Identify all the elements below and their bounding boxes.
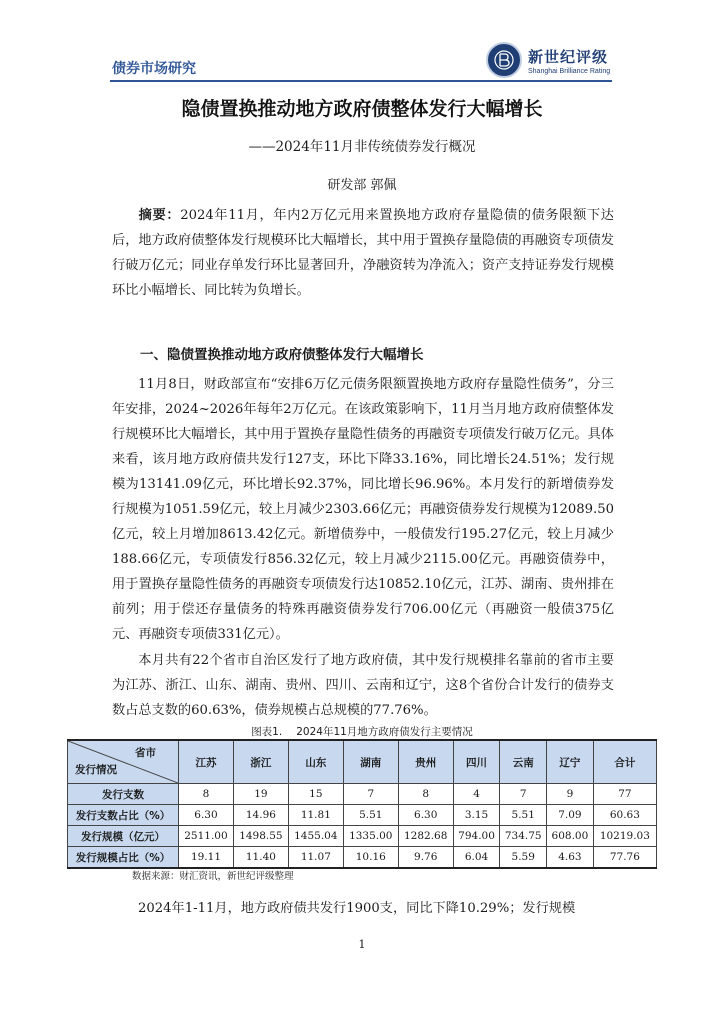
table-cell: 6.30: [179, 805, 234, 826]
page-title: 隐债置换推动地方政府债整体发行大幅增长: [181, 98, 543, 120]
table-cell: 19.11: [179, 847, 234, 869]
column-header: 四川: [453, 740, 500, 784]
table-cell: 6.04: [453, 847, 500, 869]
logo-english-name: Shanghai Brilliance Rating: [528, 67, 611, 75]
column-header: 云南: [500, 740, 547, 784]
table-row: [68, 826, 657, 847]
abstract: [112, 203, 614, 303]
table-caption: [0, 724, 724, 739]
body-paragraph-3: [112, 896, 614, 921]
table-cell: 10.16: [343, 847, 398, 869]
table-cell: 794.00: [453, 826, 500, 847]
column-header: 浙江: [233, 740, 288, 784]
table-cell: 6.30: [398, 805, 453, 826]
table-cell: 60.63: [593, 805, 656, 826]
table-cell: 11.40: [233, 847, 288, 869]
section-heading: 一、隐债置换推动地方政府债整体发行大幅增长: [140, 347, 424, 363]
table-cell: 1335.00: [343, 826, 398, 847]
table-cell: 734.75: [500, 826, 547, 847]
table-cell: 5.51: [500, 805, 547, 826]
table-cell: 5.59: [500, 847, 547, 869]
logo-chinese-name: 新世纪评级: [528, 47, 609, 66]
table-corner-cell: [68, 740, 179, 784]
caption-title: 2024年11月地方政府债发行主要情况: [296, 726, 473, 738]
table-cell: 1498.55: [233, 826, 288, 847]
table-header-row: [68, 740, 657, 784]
table-source-note: 数据来源：财汇资讯，新世纪评级整理: [132, 871, 294, 882]
table-cell: 7: [500, 784, 547, 805]
table-cell: 14.96: [233, 805, 288, 826]
column-header: 合计: [593, 740, 656, 784]
table-row: [68, 805, 657, 826]
table-cell: 9: [547, 784, 594, 805]
corner-issuance-label: 发行情况: [75, 764, 117, 776]
table-cell: 608.00: [547, 826, 594, 847]
table-cell: 2511.00: [179, 826, 234, 847]
column-header: 山东: [288, 740, 343, 784]
corner-province-label: 省市: [135, 747, 156, 759]
column-header: 湖南: [343, 740, 398, 784]
column-header: 辽宁: [547, 740, 594, 784]
table-cell: 4.63: [547, 847, 594, 869]
author-line: 研发部 郭佩: [327, 178, 397, 193]
header-section-title: 债券市场研究: [112, 61, 196, 77]
row-label: 发行规模占比（%）: [68, 847, 179, 869]
company-logo: [486, 42, 610, 78]
table-cell: 7.09: [547, 805, 594, 826]
table-cell: 10219.03: [593, 826, 656, 847]
table-cell: 4: [453, 784, 500, 805]
table-cell: 9.76: [398, 847, 453, 869]
brilliance-logo-icon: [486, 42, 522, 78]
issuance-table: [67, 739, 657, 869]
table-row: [68, 784, 657, 805]
table-cell: 5.51: [343, 805, 398, 826]
table-row: [68, 847, 657, 869]
table-cell: 3.15: [453, 805, 500, 826]
page-subtitle: ——2024年11月非传统债券发行概况: [248, 139, 476, 155]
row-label: 发行支数: [68, 784, 179, 805]
table-cell: 1282.68: [398, 826, 453, 847]
row-label: 发行规模（亿元）: [68, 826, 179, 847]
table-cell: 77: [593, 784, 656, 805]
table-cell: 77.76: [593, 847, 656, 869]
paragraph-2-text: 本月共有22个省市自治区发行了地方政府债，其中发行规模排名靠前的省市主要为江苏、浙江、山东、湖南、贵州、四川、云南和辽宁，这8个省份合计发行的债券支数占总支数的60.63%，债券规模占总规模的77.76%。: [112, 653, 614, 718]
table-cell: 7: [343, 784, 398, 805]
abstract-label: 摘要：: [138, 208, 181, 223]
table-cell: 11.81: [288, 805, 343, 826]
page-number: 1: [358, 938, 366, 951]
table-cell: 19: [233, 784, 288, 805]
column-header: 江苏: [179, 740, 234, 784]
table-cell: 1455.04: [288, 826, 343, 847]
table-cell: 8: [179, 784, 234, 805]
body-paragraph-1: [112, 372, 614, 647]
header-divider: [110, 80, 612, 82]
caption-label: 图表1.: [251, 726, 283, 738]
table-cell: 15: [288, 784, 343, 805]
body-paragraph-2: [112, 648, 614, 723]
row-label: 发行支数占比（%）: [68, 805, 179, 826]
paragraph-1-text: 11月8日，财政部宣布“安排6万亿元债务限额置换地方政府存量隐性债务”，分三年安排，2024~2026年每年2万亿元。在该政策影响下，11月当月地方政府债整体发行规模环比大幅增长，其中用于置换存量隐性债务的再融资专项债发行破万亿元。具体来看，该月地方政府债共发行127支，环比下降33.16%，同比增长24.51%；发行规模为13141.09亿元，环比增长92.37%，同比增长96.96%。本月发行的新增债券发行规模为1051.59亿元，较上月减少2303.66亿元；再融资债券发行规模为12089.50亿元，较上月增加8613.42亿元。新增债券中，一般债发行195.27亿元，较上月减少188.66亿元，专项债发行856.32亿元，较上月减少2115.00亿元。再融资债券中，用于置换存量隐性债务的再融资专项债发行达10852.10亿元，江苏、湖南、贵州排在前列；用于偿还存量债务的特殊再融资债券发行706.00亿元（再融资一般债375亿元、再融资专项债331亿元）。: [112, 377, 614, 642]
paragraph-3-text: 2024年1-11月，地方政府债共发行1900支，同比下降10.29%；发行规模: [138, 901, 576, 916]
table-cell: 11.07: [288, 847, 343, 869]
abstract-text: 2024年11月，年内2万亿元用来置换地方政府存量隐债的债务限额下达后，地方政府债整体发行规模环比大幅增长，其中用于置换存量隐债的再融资专项债发行破万亿元；同业存单发行环比显著回升，净融资转为净流入；资产支持证券发行规模环比小幅增长、同比转为负增长。: [112, 208, 614, 298]
table-cell: 8: [398, 784, 453, 805]
column-header: 贵州: [398, 740, 453, 784]
